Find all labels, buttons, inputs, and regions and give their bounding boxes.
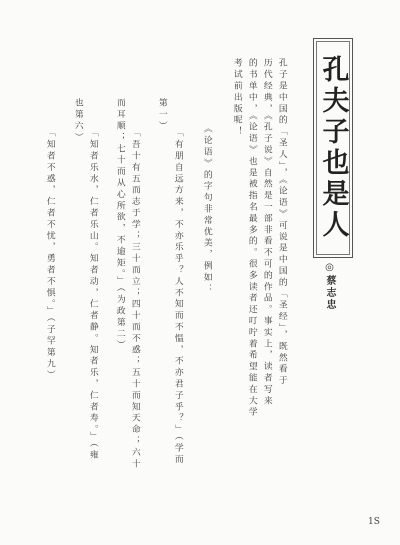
- quote-column: 「知者乐水，仁者乐山。知者动，仁者静。知者乐，仁者寿。」（雍: [87, 128, 98, 462]
- quote-column: 而耳顺；七十而从心所欲，不逾矩。」（为政第二）: [114, 98, 125, 352]
- title-frame: [313, 38, 353, 258]
- text-column: 考试前出版呢！: [231, 58, 242, 138]
- page-number: 1S: [368, 517, 380, 527]
- author-byline: ◎蔡志忠: [324, 262, 335, 311]
- text-column: 孔子是中国的「圣人」，《论语》可说是中国的「圣经」，既然看于: [276, 58, 287, 387]
- text-column: 的书单中，《论语》也是被指名最多的。很多读者还叮咛着希望能在大学: [246, 58, 257, 419]
- text-column: 历代经典，《孔子说》自然是一部非看不可的作品。事实上，读者写来: [261, 58, 272, 407]
- text-column: 《论语》的字句非常优美，例如：: [201, 124, 212, 295]
- quote-column: 也第六）: [72, 98, 83, 144]
- article-title: 孔夫子也是人: [317, 55, 349, 241]
- quote-column: 「吾十有五而志于学；三十而立；四十而不惑；五十而知天命；六十: [129, 128, 140, 470]
- quote-column: 第一）: [156, 98, 167, 133]
- quote-column: 「有朋自远方来，不亦乐乎？人不知而不愠，不亦君子乎？」（学而: [172, 128, 183, 466]
- quote-column: 「知者不惑，仁者不忧，勇者不惧。」（子罕第九）: [44, 128, 55, 382]
